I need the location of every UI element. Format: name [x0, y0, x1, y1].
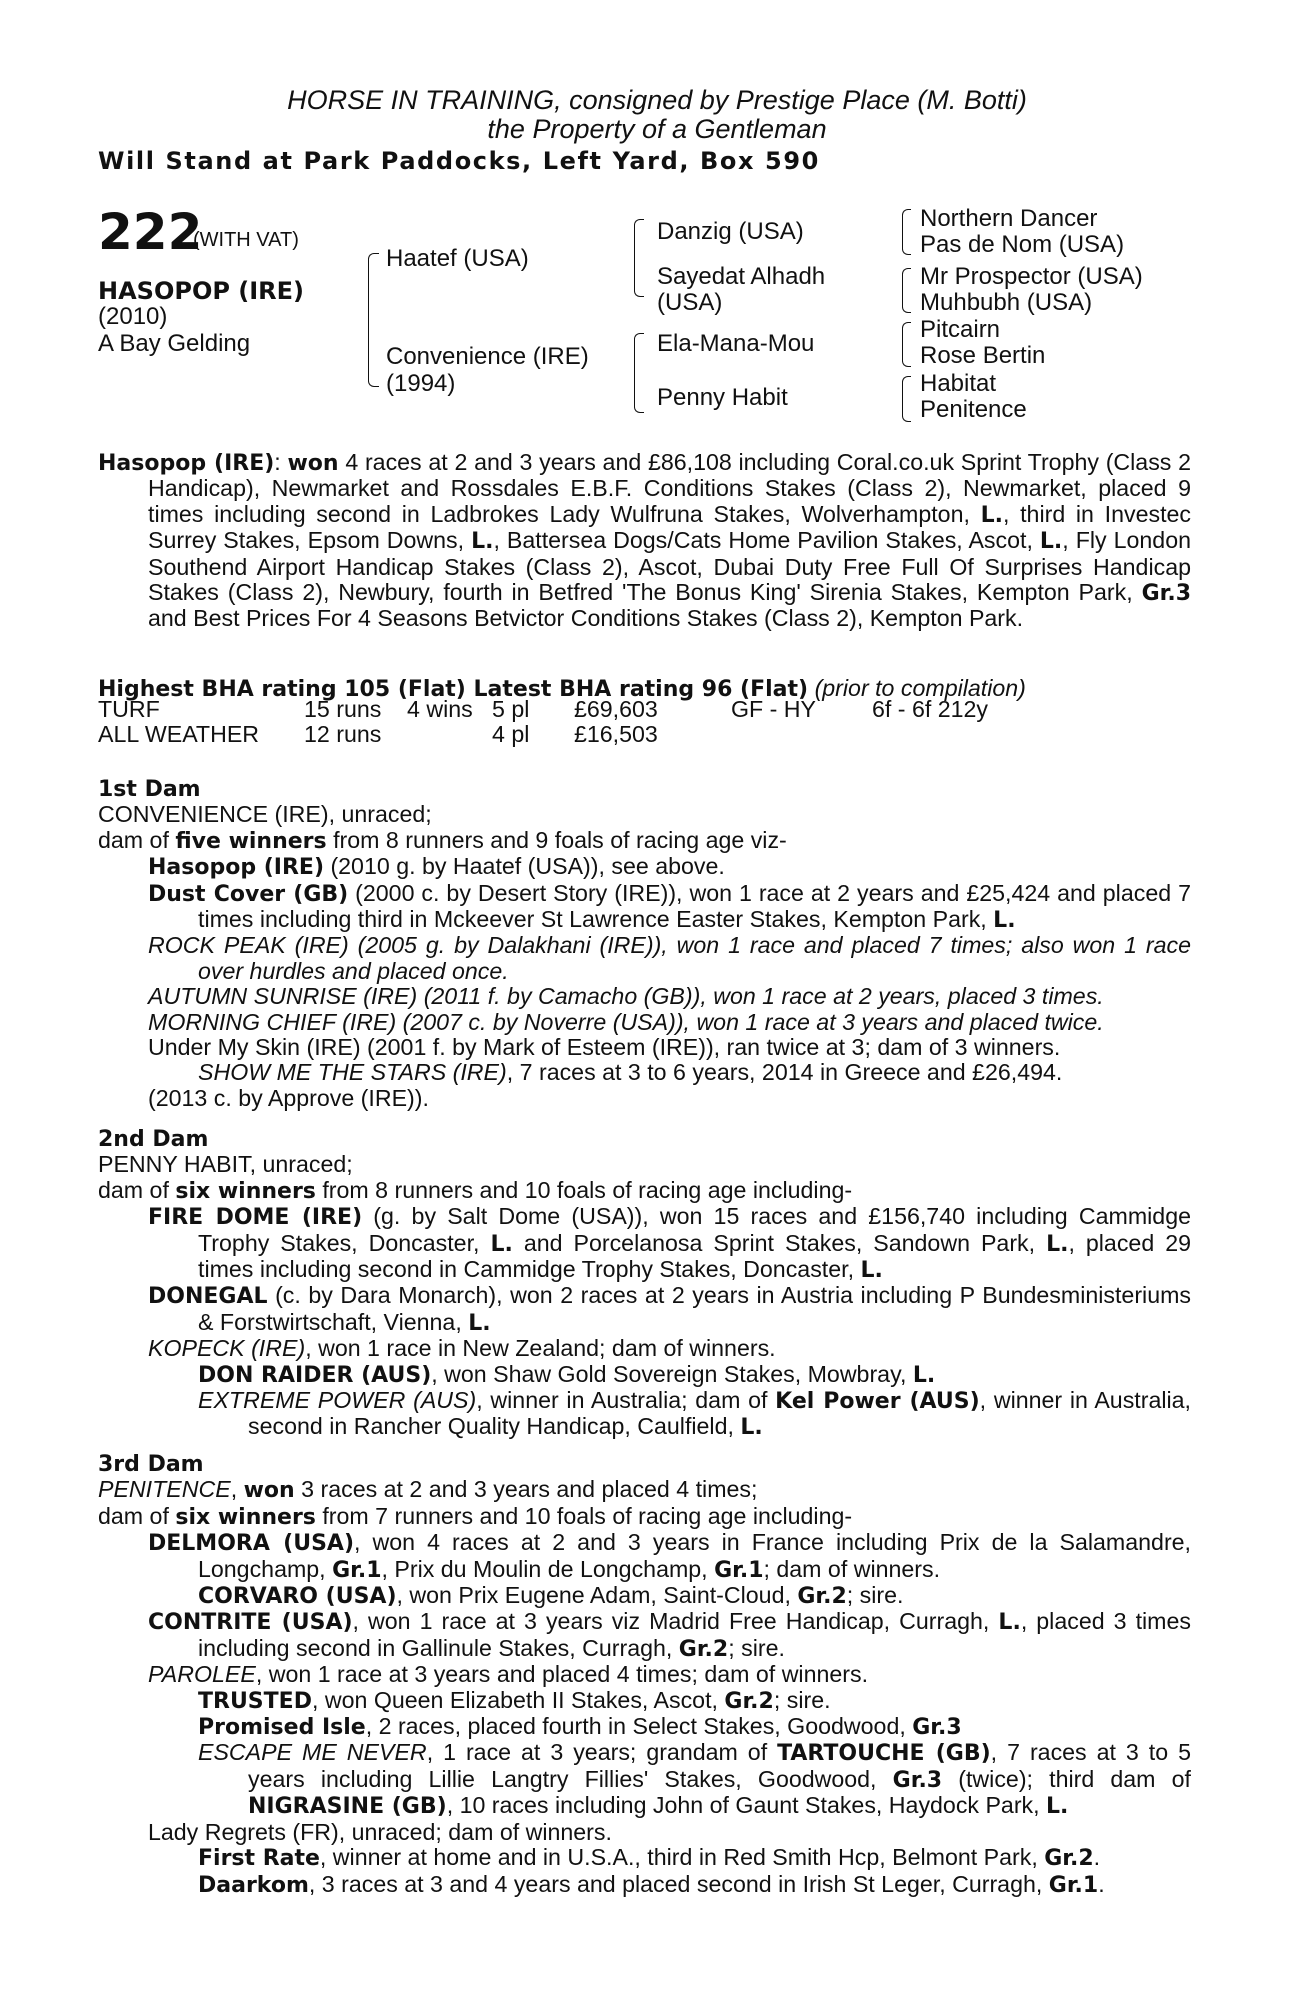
- text-run: L.: [980, 502, 1003, 528]
- dam-parents-brace: [634, 333, 644, 413]
- text-run: , winner at home and in U.S.A., third in Red Smith Hcp, Belmont Park,: [319, 1844, 1045, 1871]
- text-run: DON RAIDER (AUS): [198, 1362, 432, 1388]
- pedigree-g6: Rose Bertin: [920, 342, 1046, 369]
- summary-horse-name: Hasopop (IRE): [98, 451, 275, 476]
- text-run: PENITENCE: [98, 1476, 231, 1503]
- text-run: and Porcelanosa Sprint Stakes, Sandown Park,: [512, 1229, 1047, 1256]
- text-run: ,: [230, 1476, 244, 1503]
- pedigree-g7: Habitat: [920, 370, 997, 397]
- pedigree-dam-year: (1994): [386, 370, 456, 397]
- text-run: six winners: [175, 1178, 316, 1204]
- third-dam-section: [98, 1452, 1191, 1898]
- text-run: Gr.1: [1048, 1872, 1099, 1898]
- consignor-line: HORSE IN TRAINING, consigned by Prestige Place (M. Botti): [287, 85, 1027, 115]
- text-run: ROCK PEAK (IRE): [148, 932, 349, 959]
- text-line: [98, 1662, 1191, 1687]
- text-run: L.: [1046, 1231, 1069, 1257]
- text-run: (2010 g. by Haatef (USA)), see above.: [324, 853, 725, 880]
- race-summary: [98, 450, 1191, 632]
- text-run: TARTOUCHE (GB): [777, 1741, 991, 1767]
- text-run: Lady Regrets (FR), unraced; dam of winners.: [148, 1818, 612, 1845]
- text-run: L.: [993, 908, 1016, 934]
- text-run: , 3 races at 3 and 4 years and placed second in Irish St Leger, Curragh,: [308, 1870, 1049, 1897]
- third-dam-heading: 3rd Dam: [98, 1452, 204, 1477]
- text-run: , won 1 race in New Zealand; dam of winners.: [305, 1335, 776, 1362]
- text-run: Hasopop (IRE): [148, 855, 324, 881]
- text-line: [98, 1336, 1191, 1361]
- text-run: (2011 f. by Camacho (GB)), won 1 race at 2 years, placed 3 times.: [417, 983, 1104, 1010]
- text-run: , 1 race at 3 years; grandam of: [426, 1739, 778, 1766]
- text-run: ; sire.: [728, 1634, 785, 1661]
- text-run: , 7 races at 3 to 5 years including Lillie Langtry Fillies' Stakes, Goodwood,: [248, 1739, 1191, 1792]
- text-run: KOPECK (IRE): [148, 1335, 306, 1362]
- pedigree-dam-dam: Penny Habit: [657, 384, 788, 411]
- text-line: [98, 1504, 1191, 1530]
- text-run: DELMORA (USA): [148, 1531, 354, 1557]
- text-run: , placed 29 times including second in Cammidge Trophy Stakes, Doncaster,: [198, 1229, 1191, 1283]
- pedigree-g5: Pitcairn: [920, 316, 1001, 343]
- text-run: dam of: [98, 826, 176, 853]
- vat-note: (WITH VAT): [193, 229, 299, 251]
- text-line: [98, 1714, 1191, 1740]
- text-run: Gr.2: [678, 1636, 729, 1662]
- text-line: [98, 1060, 1191, 1085]
- text-run: (c. by Dara Monarch), won 2 races at 2 years in Austria including P Bundesministeriums & Forstwirtschaft, Vienna,: [198, 1282, 1191, 1335]
- aw-placed: 4 pl: [492, 721, 530, 747]
- turf-going: GF - HY: [731, 696, 817, 722]
- text-run: (2005 g. by Dalakhani (IRE)), won 1 race and placed 7 times; also won 1 race over hurdles and placed once.: [198, 932, 1191, 984]
- pedigree-g1: Northern Dancer: [920, 205, 1098, 232]
- turf-label: TURF: [98, 696, 160, 722]
- text-run: and Best Prices For 4 Seasons Betvictor Conditions Stakes (Class 2), Kempton Park.: [148, 605, 1024, 632]
- sire-parents-brace: [634, 219, 644, 297]
- pedigree-g2: Pas de Nom (USA): [920, 231, 1125, 258]
- text-run: Gr.3: [912, 1715, 962, 1741]
- text-line: Hasopop (IRE): won 4 races at 2 and 3 years and £86,108 including Coral.co.uk Sprint Trophy (Class 2 Handicap), Newmarket and Rossdales E.B.F. Conditions Stakes (Class 2), Newmarket, placed 9 times including second in Ladbrokes Lady Wulfruna Stakes, Wolverhampton, L., third in Investec Surrey Stakes, Epsom Downs, L., Battersea Dogs/Cats Home Pavilion Stakes, Ascot, L., Fly London Southend Airport Handicap Stakes (Class 2), Ascot, Dubai Duty Free Full Of Surprises Handicap Stakes (Class 2), Newbury, fourth in Betfred 'The Bonus King' Sirenia Stakes, Kempton Park, Gr.3 and Best Prices For 4 Seasons Betvictor Conditions Stakes (Class 2), Kempton Park.: [98, 449, 1192, 632]
- text-line: [98, 1609, 1191, 1662]
- text-run: PAROLEE: [148, 1661, 256, 1688]
- text-run: Promised Isle: [198, 1715, 366, 1741]
- first-dam-section: [98, 777, 1191, 1111]
- text-run: FIRE DOME (IRE): [148, 1205, 363, 1231]
- text-line: [98, 933, 1191, 984]
- pedigree-g4: Muhbubh (USA): [920, 289, 1093, 316]
- text-run: from 7 runners and 10 foals of racing age including-: [315, 1502, 853, 1529]
- gen3-brace-4: [902, 376, 911, 422]
- text-run: , third in Investec Surrey Stakes, Epsom Downs,: [148, 500, 1191, 554]
- text-run: SHOW ME THE STARS (IRE): [198, 1059, 507, 1086]
- turf-distance: 6f - 6f 212y: [872, 696, 989, 722]
- text-run: (2013 c. by Approve (IRE)).: [148, 1084, 429, 1111]
- text-run: , won Queen Elizabeth II Stakes, Ascot,: [311, 1686, 725, 1713]
- pedigree-dam-sire: Ela-Mana-Mou: [657, 330, 815, 357]
- gen3-brace-1: [902, 209, 911, 255]
- text-run: , Prix du Moulin de Longchamp,: [381, 1555, 715, 1582]
- text-run: , Fly London Southend Airport Handicap Stakes (Class 2), Ascot, Dubai Duty Free Full Of Surprises Handicap Stakes (Class 2), Newbury, fourth in Betfred 'The Bonus King' Sirenia Stakes, Kempton Park,: [148, 527, 1191, 606]
- text-run: L.: [740, 1415, 763, 1441]
- sire-dam-brace: [368, 253, 379, 387]
- text-run: ; sire.: [773, 1686, 831, 1713]
- text-run: Under My Skin (IRE) (2001 f. by Mark of Esteem (IRE)), ran twice at 3; dam of 3 winners.: [148, 1034, 1061, 1061]
- text-run: five winners: [175, 828, 327, 854]
- text-run: , 10 races including John of Gaunt Stakes, Haydock Park,: [446, 1792, 1047, 1819]
- text-run: , won 1 race at 3 years viz Madrid Free Handicap, Curragh,: [352, 1608, 999, 1635]
- text-run: Kel Power (AUS): [775, 1389, 980, 1415]
- text-line: [98, 1283, 1191, 1336]
- text-line: [98, 1583, 1191, 1609]
- text-run: TRUSTED: [198, 1688, 312, 1714]
- first-dam-heading: 1st Dam: [98, 777, 201, 802]
- text-run: L.: [860, 1258, 883, 1284]
- text-run: (2007 c. by Noverre (USA)), won 1 race at 3 years and placed twice.: [396, 1008, 1104, 1035]
- aw-label: ALL WEATHER: [98, 721, 260, 747]
- turf-earnings: £69,603: [574, 696, 658, 722]
- text-run: Daarkom: [198, 1872, 309, 1898]
- text-line: [98, 1010, 1191, 1035]
- text-run: , 7 races at 3 to 6 years, 2014 in Greece and £26,494.: [506, 1059, 1063, 1086]
- text-run: L.: [912, 1362, 936, 1388]
- text-run: , winner in Australia; dam of: [476, 1387, 776, 1414]
- gen3-brace-2: [902, 268, 911, 313]
- pedigree-sire: Haatef (USA): [386, 245, 529, 272]
- text-run: L.: [468, 1310, 491, 1336]
- summary-won: won: [287, 451, 339, 476]
- text-run: L.: [490, 1231, 513, 1257]
- text-run: Dust Cover (GB): [148, 881, 349, 907]
- text-run: six winners: [175, 1504, 316, 1530]
- text-run: , winner in Australia, second in Rancher Quality Handicap, Caulfield,: [248, 1387, 1191, 1440]
- text-line: [98, 1477, 1191, 1503]
- text-run: Highest BHA rating 105 (Flat) Latest BHA rating 96 (Flat): [98, 677, 809, 702]
- lot-number: 222: [98, 203, 203, 261]
- text-run: AUTUMN SUNRISE (IRE): [148, 983, 418, 1010]
- text-run: dam of: [98, 1176, 176, 1203]
- turf-placed: 5 pl: [492, 696, 530, 722]
- text-run: Gr.2: [724, 1688, 774, 1714]
- pedigree-dam: Convenience (IRE): [386, 343, 589, 370]
- text-run: , won Prix Eugene Adam, Saint-Cloud,: [396, 1582, 798, 1609]
- pedigree-g8: Penitence: [920, 396, 1027, 423]
- text-run: 3 races at 2 and 3 years and placed 4 times;: [294, 1476, 758, 1503]
- text-run: , 2 races, placed fourth in Select Stakes, Goodwood,: [365, 1713, 913, 1740]
- text-run: EXTREME POWER (AUS): [198, 1387, 477, 1414]
- text-run: CONTRITE (USA): [148, 1610, 353, 1636]
- pedigree-sire-dam-country: (USA): [657, 289, 723, 316]
- property-line: the Property of a Gentleman: [487, 114, 827, 144]
- text-line: [98, 1740, 1191, 1819]
- pedigree-sire-dam: Sayedat Alhadh: [657, 263, 826, 290]
- text-run: , won 1 race at 3 years and placed 4 times; dam of winners.: [255, 1661, 869, 1688]
- text-run: Gr.3: [1141, 581, 1191, 607]
- text-run: (g. by Salt Dome (USA)), won 15 races and £156,740 including Cammidge Trophy Stakes, Doncaster,: [198, 1203, 1191, 1256]
- text-line: [98, 984, 1191, 1009]
- second-dam-section: [98, 1127, 1191, 1441]
- pedigree-g3: Mr Prospector (USA): [920, 263, 1143, 290]
- pedigree-sire-sire: Danzig (USA): [657, 218, 804, 245]
- text-run: Gr.2: [797, 1584, 847, 1610]
- box-location: Will Stand at Park Paddocks, Left Yard, Box 590: [98, 147, 820, 175]
- horse-description: A Bay Gelding: [98, 330, 251, 357]
- text-line: [98, 1086, 1191, 1111]
- gen3-brace-3: [902, 322, 911, 367]
- text-run: L.: [998, 1610, 1021, 1636]
- text-run: L.: [471, 529, 494, 555]
- text-line: [98, 1688, 1191, 1714]
- text-run: (prior to compilation): [814, 675, 1026, 701]
- text-run: , Battersea Dogs/Cats Home Pavilion Stakes, Ascot,: [493, 527, 1040, 554]
- text-run: ; sire.: [846, 1582, 904, 1609]
- text-line: [98, 1204, 1191, 1283]
- text-run: dam of: [98, 1502, 176, 1529]
- text-line: PENNY HABIT, unraced;: [98, 1151, 353, 1178]
- text-run: , won Shaw Gold Sovereign Stakes, Mowbray,: [431, 1360, 913, 1387]
- turf-runs: 15 runs: [304, 696, 382, 722]
- text-run: First Rate: [198, 1846, 320, 1872]
- text-run: ESCAPE ME NEVER: [198, 1739, 427, 1766]
- text-run: Gr.1: [332, 1557, 382, 1583]
- text-run: DONEGAL: [148, 1284, 268, 1310]
- second-dam-heading: 2nd Dam: [98, 1127, 209, 1152]
- text-run: Gr.3: [892, 1767, 943, 1793]
- text-run: , placed 3 times including second in Gallinule Stakes, Curragh,: [198, 1608, 1191, 1661]
- text-run: L.: [1039, 529, 1063, 555]
- text-run: NIGRASINE (GB): [248, 1794, 447, 1820]
- text-run: CORVARO (USA): [198, 1584, 397, 1610]
- text-run: Gr.1: [714, 1557, 764, 1583]
- turf-wins: 4 wins: [407, 696, 473, 722]
- text-line: [98, 1178, 1191, 1204]
- text-line: [98, 1388, 1191, 1441]
- text-line: [98, 881, 1191, 934]
- text-run: won: [243, 1478, 295, 1504]
- text-line: [98, 828, 1191, 854]
- text-line: Daarkom, 3 races at 3 and 4 years and placed second in Irish St Leger, Curragh, Gr.1.: [198, 1870, 1105, 1898]
- text-run: MORNING CHIEF (IRE): [148, 1008, 397, 1035]
- text-run: 4 races at 2 and 3 years and £86,108 including Coral.co.uk Sprint Trophy (Class 2 Handicap), Newmarket and Rossdales E.B.F. Conditions Stakes (Class 2), Newmarket, placed 9 times including second in Ladbrokes Lady Wulfruna Stakes, Wolverhampton,: [148, 449, 1192, 527]
- text-line: CONVENIENCE (IRE), unraced;: [98, 801, 432, 828]
- text-run: from 8 runners and 9 foals of racing age viz-: [326, 826, 787, 853]
- text-line: [98, 1362, 1191, 1388]
- horse-name: HASOPOP (IRE): [98, 277, 305, 305]
- text-line: [98, 1820, 1191, 1845]
- foal-year: (2010): [98, 303, 168, 330]
- text-line: First Rate, winner at home and in U.S.A., third in Red Smith Hcp, Belmont Park, Gr.2.: [198, 1844, 1101, 1872]
- aw-runs: 12 runs: [304, 721, 382, 747]
- text-run: Gr.2: [1044, 1846, 1094, 1872]
- text-run: , won 4 races at 2 and 3 years in France including Prix de la Salamandre, Longchamp,: [198, 1529, 1191, 1582]
- text-line: [98, 854, 1191, 880]
- aw-earnings: £16,503: [574, 721, 658, 747]
- text-line: [98, 1035, 1191, 1060]
- text-run: from 8 runners and 10 foals of racing age including-: [315, 1176, 853, 1203]
- text-run: (twice); third dam of: [942, 1765, 1191, 1792]
- text-run: ; dam of winners.: [763, 1555, 941, 1582]
- text-run: (2000 c. by Desert Story (IRE)), won 1 race at 2 years and £25,424 and placed 7 times including third in Mckeever St Lawrence Easter Stakes, Kempton Park,: [198, 879, 1191, 933]
- text-run: L.: [1046, 1794, 1069, 1820]
- text-line: [98, 1530, 1191, 1583]
